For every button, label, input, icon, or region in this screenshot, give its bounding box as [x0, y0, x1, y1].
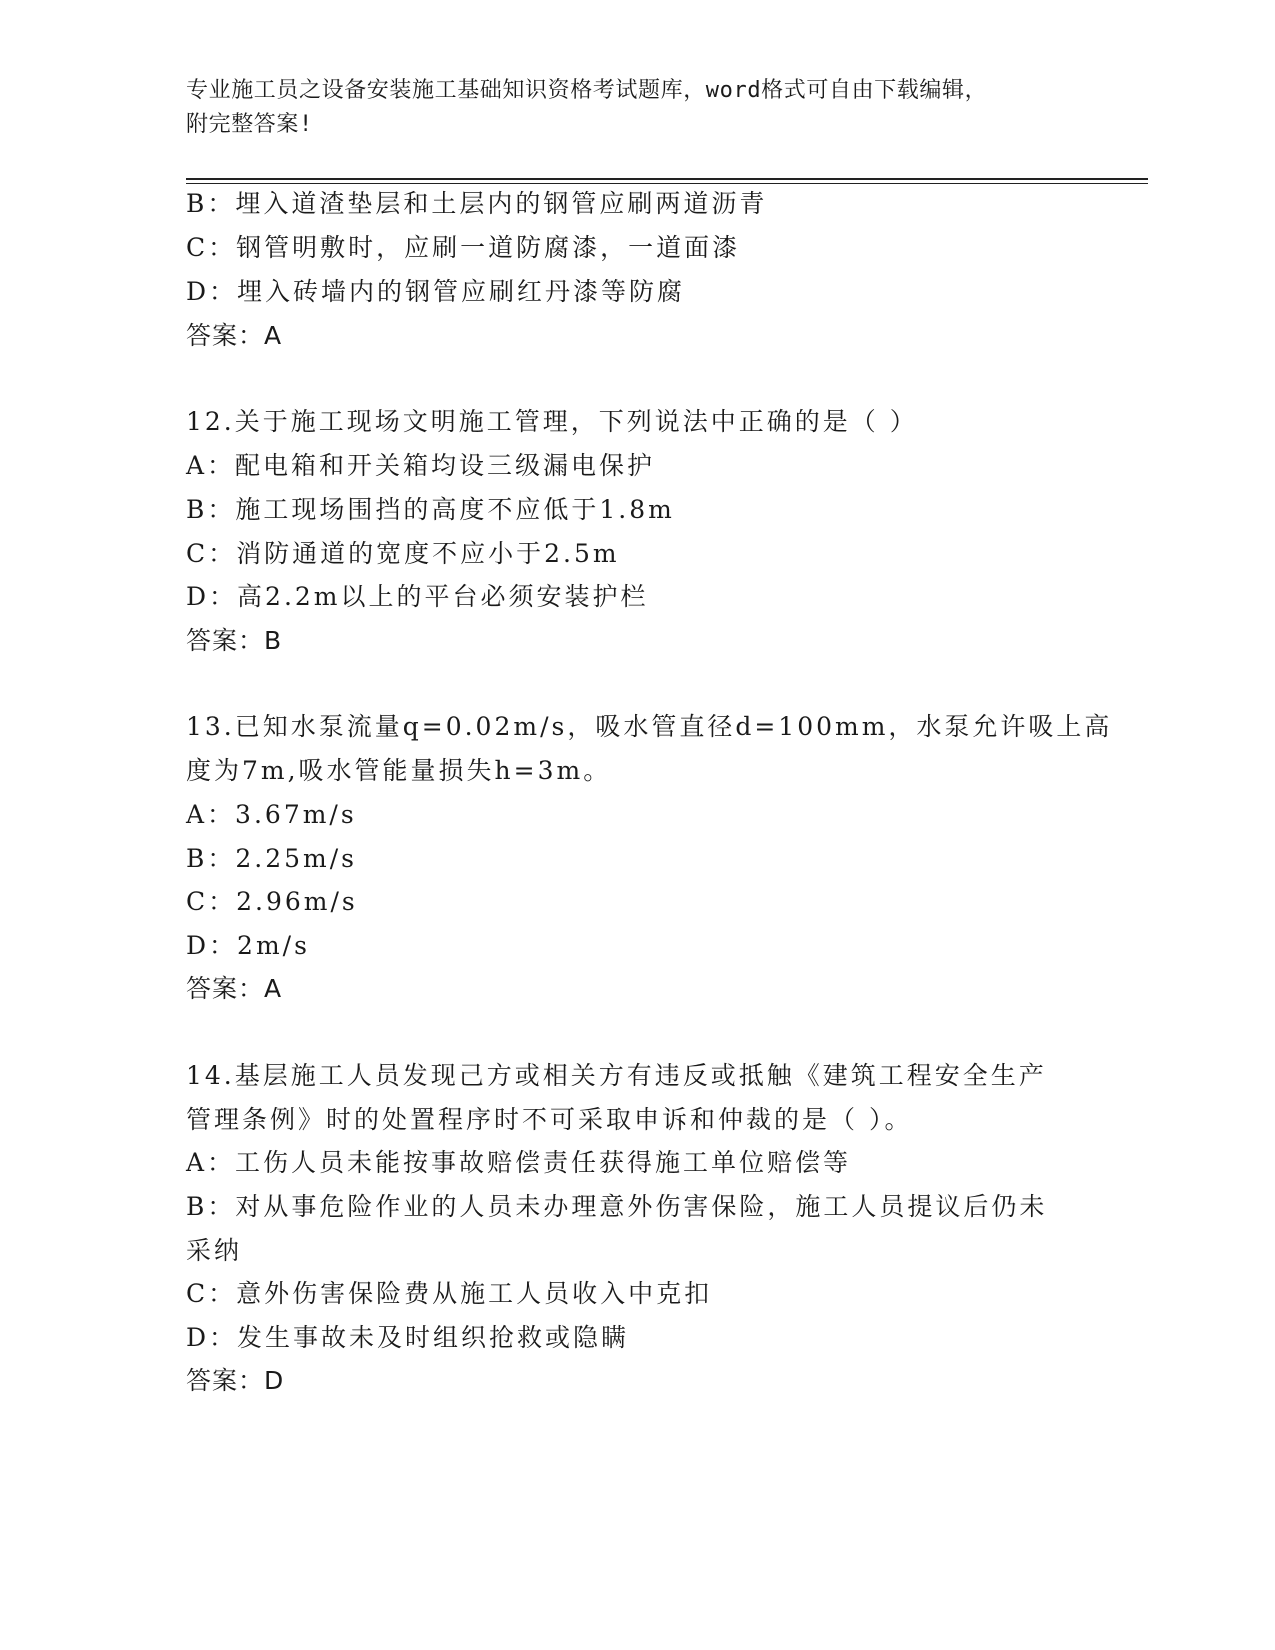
q12-option-b: B：施工现场围挡的高度不应低于1.8m: [186, 495, 675, 524]
q12-answer: 答案：B: [186, 626, 283, 655]
q12-stem: 12.关于施工现场文明施工管理，下列说法中正确的是（ ）: [186, 407, 918, 436]
document-header: [186, 74, 1086, 142]
q12-option-c: C：消防通道的宽度不应小于2.5m: [186, 539, 620, 568]
q11-option-c: C：钢管明敷时，应刷一道防腐漆，一道面漆: [186, 233, 741, 262]
header-line-2: 附完整答案!: [186, 112, 313, 137]
q13-option-a: A：3.67m/s: [186, 800, 357, 829]
q11-option-d: D：埋入砖墙内的钢管应刷红丹漆等防腐: [186, 277, 686, 306]
q13-option-c: C：2.96m/s: [186, 887, 358, 916]
q14-answer: 答案：D: [186, 1366, 285, 1395]
q11-answer: 答案：A: [186, 321, 283, 350]
q13-answer: 答案：A: [186, 974, 283, 1003]
header-line-1: 专业施工员之设备安装施工基础知识资格考试题库，word格式可自由下载编辑，: [186, 78, 988, 103]
q14-stem-line-2: 管理条例》时的处置程序时不可采取申诉和仲裁的是（ ）。: [186, 1105, 913, 1134]
q14-option-d: D：发生事故未及时组织抢救或隐瞒: [186, 1323, 630, 1352]
q14-option-c: C：意外伤害保险费从施工人员收入中克扣: [186, 1279, 713, 1308]
q13-option-d: D：2m/s: [186, 931, 310, 960]
q14-stem-line-1: 14.基层施工人员发现己方或相关方有违反或抵触《建筑工程安全生产: [186, 1061, 1047, 1090]
q14-option-b-continued: 采纳: [186, 1236, 243, 1265]
q11-option-b: B：埋入道渣垫层和土层内的钢管应刷两道沥青: [186, 189, 768, 218]
q14-option-b: B：对从事危险作业的人员未办理意外伤害保险，施工人员提议后仍未: [186, 1192, 1048, 1221]
q12-option-a: A：配电箱和开关箱均设三级漏电保护: [186, 451, 656, 480]
q12-option-d: D：高2.2m以上的平台必须安装护栏: [186, 582, 649, 611]
header-divider-thick: [186, 178, 1148, 180]
q14-option-a: A：工伤人员未能按事故赔偿责任获得施工单位赔偿等: [186, 1148, 852, 1177]
q13-stem-line-2: 度为7m,吸水管能量损失h=3m。: [186, 756, 612, 785]
q13-stem-line-1: 13.已知水泵流量q=0.02m/s，吸水管直径d=100mm，水泵允许吸上高: [186, 712, 1113, 741]
q13-option-b: B：2.25m/s: [186, 844, 357, 873]
